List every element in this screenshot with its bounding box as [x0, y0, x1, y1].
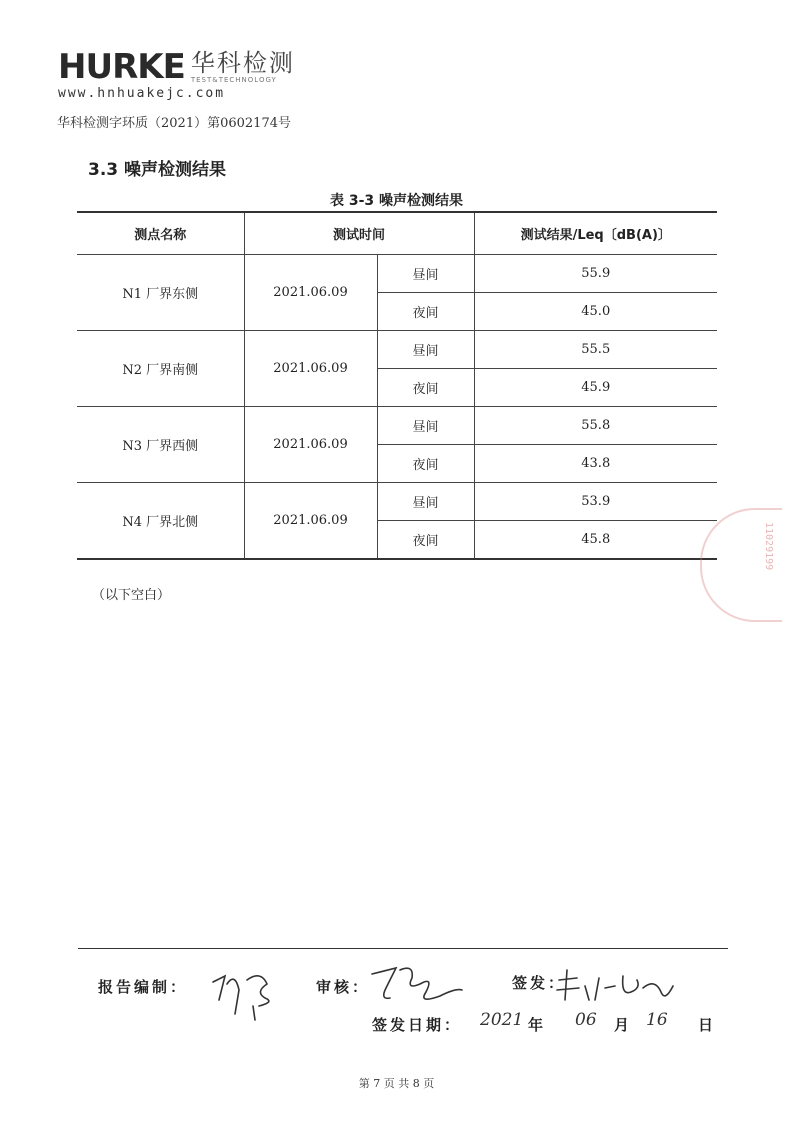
result-value: 45.8 [474, 521, 717, 560]
seal-digits: 11029199 [763, 522, 774, 571]
noise-results-table [77, 211, 717, 560]
period-label: 昼间 [377, 255, 474, 293]
period-label: 昼间 [377, 407, 474, 445]
point-name: N3 厂界西侧 [77, 407, 244, 483]
test-date: 2021.06.09 [244, 331, 377, 407]
prepared-by-signature [205, 962, 285, 1022]
year-character: 年 [528, 1016, 547, 1034]
company-logo [58, 47, 295, 101]
report-number: 华科检测字环质（2021）第0602174号 [57, 116, 291, 131]
footer-divider [78, 948, 728, 949]
point-name: N1 厂界东侧 [77, 255, 244, 331]
period-label: 昼间 [377, 331, 474, 369]
period-label: 夜间 [377, 369, 474, 407]
issue-date-month: 06 [575, 1010, 597, 1030]
month-character: 月 [614, 1016, 633, 1034]
table-row [77, 255, 717, 293]
blank-below-note: （以下空白） [92, 588, 171, 603]
test-date: 2021.06.09 [244, 483, 377, 560]
issued-by-signature [555, 966, 675, 1006]
table-row [77, 407, 717, 445]
header-result: 测试结果/Leq〔dB(A)〕 [474, 212, 717, 255]
logo-chinese-name: 华科检测 [190, 49, 295, 77]
review-signature [366, 960, 466, 1010]
result-value: 43.8 [474, 445, 717, 483]
section-title: 3.3 噪声检测结果 [88, 160, 227, 180]
period-label: 夜间 [377, 445, 474, 483]
test-date: 2021.06.09 [244, 255, 377, 331]
result-value: 45.9 [474, 369, 717, 407]
issued-by-label: 签发： [512, 974, 567, 992]
point-name: N4 厂界北侧 [77, 483, 244, 560]
result-value: 55.8 [474, 407, 717, 445]
period-label: 夜间 [377, 521, 474, 560]
logo-wordmark: HURKE [58, 47, 185, 87]
header-point: 测点名称 [77, 212, 244, 255]
logo-tagline: TEST&TECHNOLOGY [190, 76, 277, 84]
point-name: N2 厂界南侧 [77, 331, 244, 407]
table-caption: 表 3-3 噪声检测结果 [329, 193, 464, 209]
issue-date-day: 16 [646, 1010, 668, 1030]
result-value: 55.9 [474, 255, 717, 293]
table-row [77, 331, 717, 369]
result-value: 55.5 [474, 331, 717, 369]
issue-date-year: 2021 [480, 1010, 524, 1030]
table-row [77, 483, 717, 521]
day-character: 日 [698, 1016, 717, 1034]
test-date: 2021.06.09 [244, 407, 377, 483]
period-label: 夜间 [377, 293, 474, 331]
issue-date-label: 签发日期： [372, 1016, 463, 1034]
prepared-by-label: 报告编制： [98, 978, 189, 996]
page-number: 第 7 页 共 8 页 [358, 1077, 435, 1090]
result-value: 45.0 [474, 293, 717, 331]
review-label: 审核： [316, 978, 371, 996]
header-test-time: 测试时间 [244, 212, 474, 255]
company-website: www.hnhuakejc.com [58, 86, 226, 101]
result-value: 53.9 [474, 483, 717, 521]
table-header-row [77, 212, 717, 255]
period-label: 昼间 [377, 483, 474, 521]
